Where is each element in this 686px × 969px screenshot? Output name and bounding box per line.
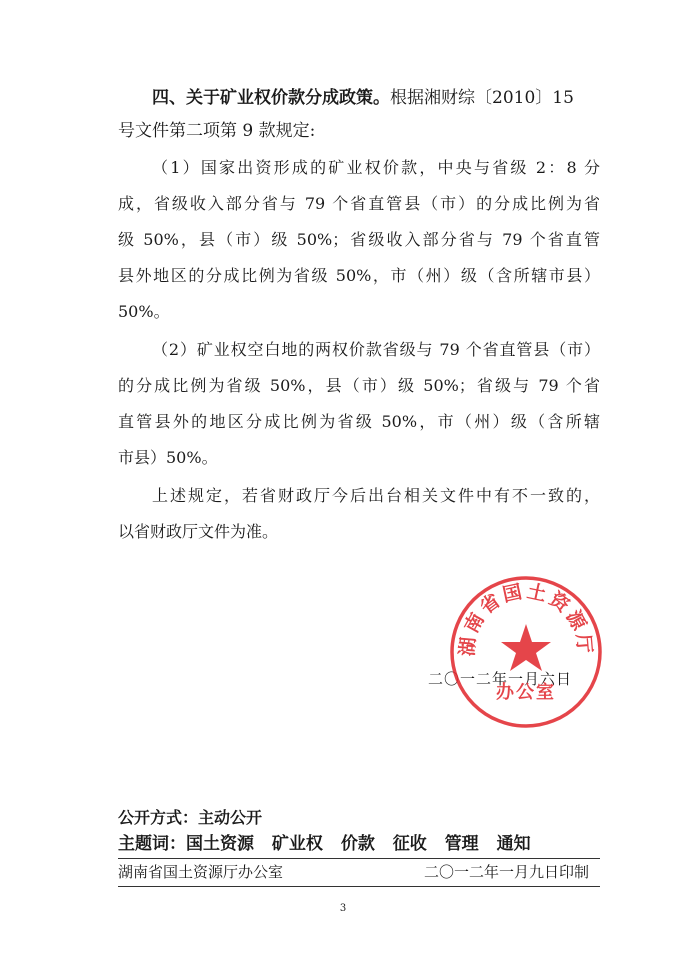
page-number: 3 xyxy=(339,903,347,914)
item-2-line: 市县）50%。 xyxy=(118,448,218,467)
keyword: 征收 xyxy=(392,834,427,854)
item-1-line: 级 50%，县（市）级 50%；省级收入部分省与 79 个省直管 xyxy=(118,230,600,249)
issuer-name: 湖南省国土资源厅办公室 xyxy=(118,863,284,881)
section-4-first-line xyxy=(152,88,574,108)
keyword: 管理 xyxy=(444,834,479,854)
item-2-line: （2）矿业权空白地的两权价款省级与 79 个省直管县（市） xyxy=(152,340,600,359)
item-2-line: 直管县外的地区分成比例为省级 50%，市（州）级（含所辖 xyxy=(118,412,600,431)
signature-date: 二〇一二年一月六日 xyxy=(428,670,573,688)
closing-line: 以省财政厅文件为准。 xyxy=(118,522,279,541)
item-2-line: 的分成比例为省级 50%，县（市）级 50%；省级与 79 个省 xyxy=(118,376,600,395)
print-date: 二〇一二年一月九日印制 xyxy=(424,863,590,881)
item-1-line: 50%。 xyxy=(118,302,170,321)
keywords-label: 主题词： xyxy=(118,834,186,854)
item-1-line: 成，省级收入部分省与 79 个省直管县（市）的分成比例为省 xyxy=(118,194,600,213)
disclosure-mode: 公开方式：主动公开 xyxy=(118,808,263,827)
seal-star-icon xyxy=(501,624,551,671)
item-1-line: 县外地区的分成比例为省级 50%，市（州）级（含所辖市县） xyxy=(118,266,600,285)
keyword: 通知 xyxy=(496,834,531,854)
keyword: 价款 xyxy=(340,834,375,854)
section-4-heading: 四、关于矿业权价款分成政策。 xyxy=(152,88,390,108)
item-1-line: （1）国家出资形成的矿业权价款，中央与省级 2：8 分 xyxy=(152,158,600,177)
keyword: 矿业权 xyxy=(271,834,323,854)
section-4-reference: 根据湘财综〔2010〕15 xyxy=(390,88,574,108)
section-4-second-line: 号文件第二项第 9 款规定: xyxy=(118,121,316,141)
footer-rule-top xyxy=(118,858,600,859)
official-seal-stamp xyxy=(448,574,604,730)
seal-bottom-text: 办公室 xyxy=(496,682,556,703)
closing-line: 上述规定，若省财政厅今后出台相关文件中有不一致的， xyxy=(152,486,600,505)
footer-rule-bottom xyxy=(118,886,600,887)
keywords-line xyxy=(118,834,531,854)
seal-ring-text: 湖南省国土资源厅 xyxy=(456,580,596,658)
keyword: 国土资源 xyxy=(186,834,254,854)
